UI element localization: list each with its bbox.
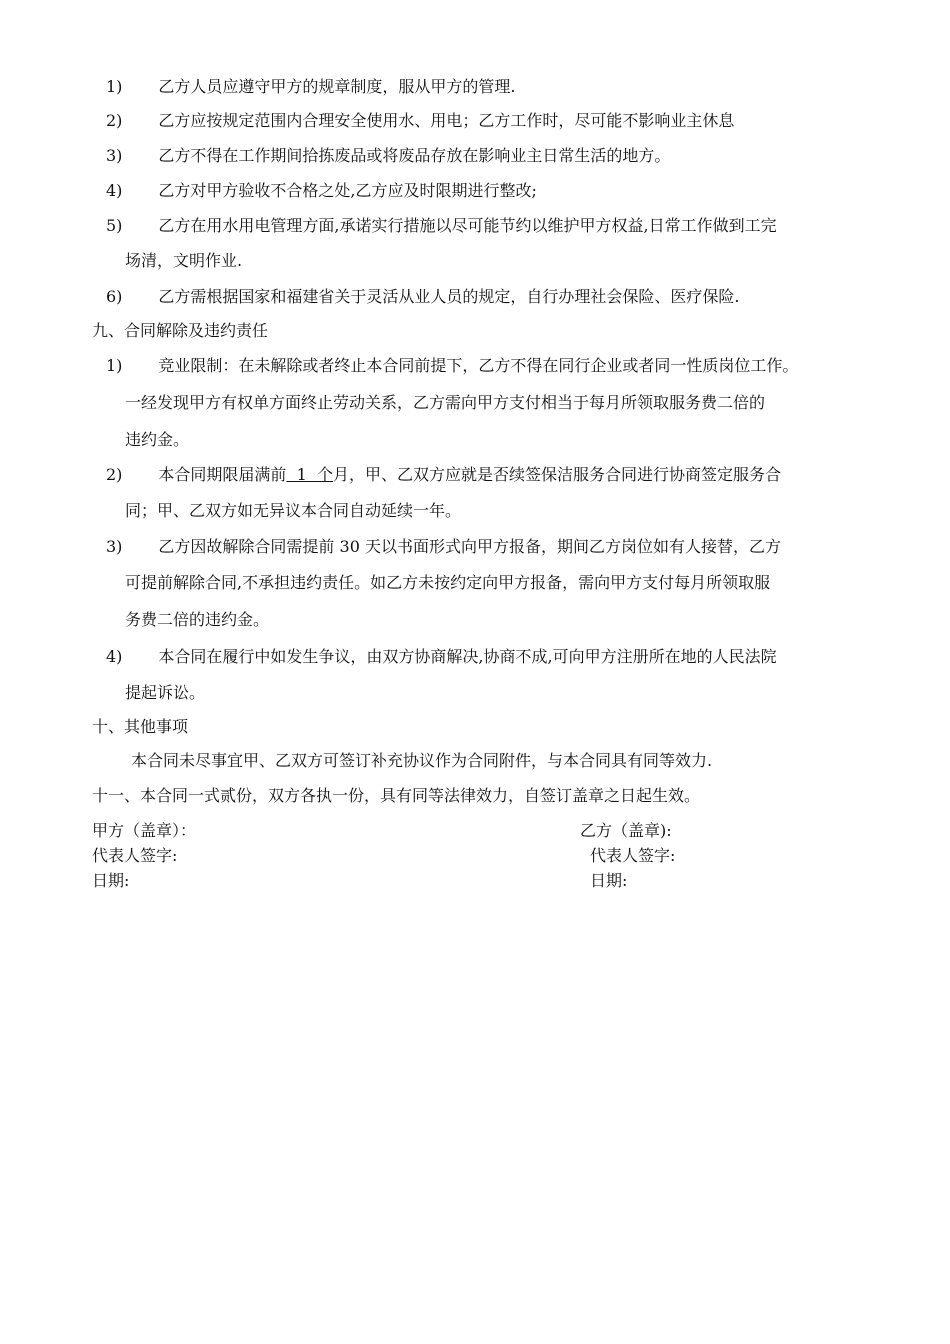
item-number: 2) [106, 111, 123, 130]
s9-item-2-cont: 同；甲、乙双方如无异议本合同自动延续一年。 [125, 501, 462, 520]
s8-item-2 [106, 104, 734, 138]
item-text: 竞业限制：在未解除或者终止本合同前提下，乙方不得在同行企业或者同一性质岗位工作。 [158, 356, 799, 375]
s8-item-1 [106, 70, 516, 104]
item-text: 场清，文明作业. [125, 251, 243, 270]
party-a-date: 日期: [92, 871, 130, 890]
party-b-rep: 代表人签字: [590, 846, 676, 865]
section10-text: 本合同未尽事宜甲、乙双方可签订补充协议作为合同附件，与本合同具有同等效力. [131, 751, 713, 770]
party-b-seal: 乙方（盖章): [580, 821, 672, 840]
item-number: 1) [106, 356, 123, 375]
party-b-date: 日期: [590, 871, 628, 890]
section10-heading: 十、其他事项 [92, 717, 189, 736]
item-text: 乙方应按规定范围内合理安全使用水、用电；乙方工作时，尽可能不影响业主休息 [158, 111, 735, 130]
item-text: 乙方人员应遵守甲方的规章制度，服从甲方的管理. [158, 77, 516, 96]
party-a-rep: 代表人签字: [92, 846, 178, 865]
s9-item-2 [106, 458, 781, 492]
item-number: 6) [106, 287, 123, 306]
section9-heading: 九、合同解除及违约责任 [92, 321, 269, 340]
s8-item-4 [106, 174, 537, 208]
months-blank: 1 个 [286, 465, 333, 484]
item-text: 乙方在用水用电管理方面,承诺实行措施以尽可能节约以维护甲方权益,日常工作做到工完 [158, 216, 777, 235]
item-number: 3) [106, 537, 123, 556]
s9-item-3 [106, 530, 781, 564]
s9-item-1 [106, 349, 798, 383]
item-text: 乙方不得在工作期间拾拣废品或将废品存放在影响业主日常生活的地方。 [158, 146, 671, 165]
s8-item-3 [106, 139, 670, 173]
s8-item-6 [106, 280, 740, 314]
item-text: 乙方对甲方验收不合格之处,乙方应及时限期进行整改; [158, 181, 537, 200]
section11-text: 十一、本合同一式贰份，双方各执一份，具有同等法律效力，自签订盖章之日起生效。 [92, 786, 701, 805]
s9-item-4 [106, 640, 777, 674]
s9-item-1-cont: 一经发现甲方有权单方面终止劳动关系，乙方需向甲方支付相当于每月所领取服务费二倍的 [125, 393, 766, 412]
item-number: 4) [106, 647, 123, 666]
item-text: 本合同期限届满前 [158, 465, 287, 484]
s8-item-5-cont [125, 244, 242, 278]
item-text: 月，甲、乙双方应就是否续签保洁服务合同进行协商签定服务合 [332, 465, 781, 484]
item-number: 4) [106, 181, 123, 200]
item-text: 乙方需根据国家和福建省关于灵活从业人员的规定，自行办理社会保险、医疗保险. [158, 287, 740, 306]
s9-item-3-cont: 可提前解除合同,不承担违约责任。如乙方未按约定向甲方报备，需向甲方支付每月所领取服 [125, 573, 771, 592]
item-text: 本合同在履行中如发生争议，由双方协商解决,协商不成,可向甲方注册所在地的人民法院 [158, 647, 777, 666]
s9-item-4-cont: 提起诉讼。 [125, 683, 206, 702]
s8-item-5 [106, 209, 777, 243]
item-number: 5) [106, 216, 123, 235]
item-number: 3) [106, 146, 123, 165]
s9-item-1-cont2: 违约金。 [125, 430, 190, 449]
item-text: 乙方因故解除合同需提前 30 天以书面形式向甲方报备，期间乙方岗位如有人接替，乙方 [158, 537, 781, 556]
s9-item-3-cont2: 务费二倍的违约金。 [125, 610, 270, 629]
party-a-seal: 甲方（盖章）： [92, 821, 197, 840]
item-number: 1) [106, 77, 123, 96]
item-number: 2) [106, 465, 123, 484]
